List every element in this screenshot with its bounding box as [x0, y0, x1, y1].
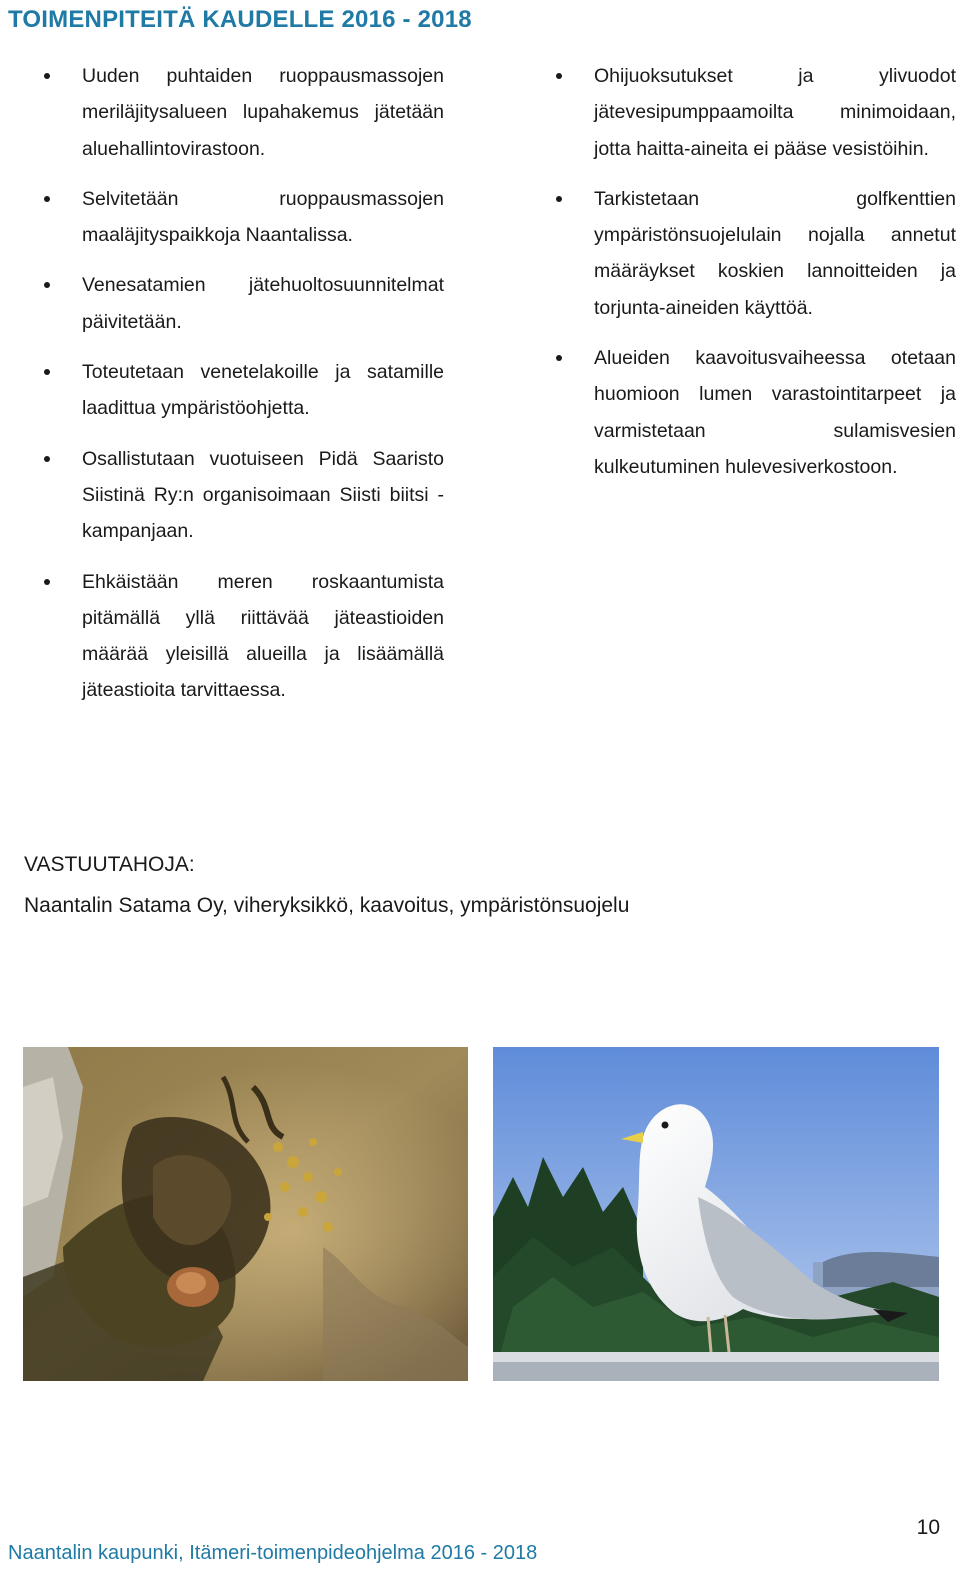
- footer-text: Naantalin kaupunki, Itämeri-toimenpideohjelma 2016 - 2018: [8, 1542, 538, 1564]
- bullet-icon: [556, 73, 562, 79]
- list-item: [40, 58, 444, 167]
- list-item: [552, 181, 956, 326]
- list-item: [552, 340, 956, 485]
- seaweed-photo: [23, 1047, 468, 1381]
- list-item-text: Toteutetaan venetelakoille ja satamille laadittua ympäristöohjetta.: [82, 361, 444, 420]
- list-item-text: Venesatamien jätehuoltosuunnitelmat päivitetään.: [82, 274, 444, 333]
- list-item-text: Tarkistetaan golfkenttien ympäristönsuojelulain nojalla annetut määräykset koskien lannoitteiden ja torjunta-aineiden käyttöä.: [594, 187, 956, 319]
- page-title: TOIMENPITEITÄ KAUDELLE 2016 - 2018: [8, 6, 472, 33]
- bullet-icon: [44, 456, 50, 462]
- bullet-icon: [44, 579, 50, 585]
- list-item-text: Ohijuoksutukset ja ylivuodot jätevesipumppaamoilta minimoidaan, jotta haitta-aineita ei pääse vesistöihin.: [594, 65, 956, 160]
- left-column: [40, 58, 444, 723]
- list-item-text: Alueiden kaavoitusvaiheessa otetaan huomioon lumen varastointitarpeet ja varmistetaan sulamisvesien kulkeutuminen hulevesiverkostoon.: [594, 347, 956, 478]
- list-item-text: Selvitetään ruoppausmassojen maaläjityspaikkoja Naantalissa.: [82, 187, 444, 247]
- bullet-icon: [556, 196, 562, 202]
- list-item: [40, 267, 444, 340]
- right-column: [552, 58, 956, 499]
- list-item: [40, 181, 444, 254]
- list-item-text: Osallistutaan vuotuiseen Pidä Saaristo Siistinä Ry:n organisoimaan Siisti biitsi -kampanjaan.: [82, 447, 444, 543]
- right-bullet-list: [552, 58, 956, 485]
- list-item: [40, 564, 444, 709]
- seaweed-photo-graphic: [23, 1047, 468, 1381]
- bullet-icon: [44, 73, 50, 79]
- list-item: [40, 441, 444, 550]
- responsibility-text: Naantalin Satama Oy, viheryksikkö, kaavoitus, ympäristönsuojelu: [24, 894, 630, 917]
- responsibility-heading: VASTUUTAHOJA:: [24, 853, 195, 876]
- seagull-photo-graphic: [493, 1047, 939, 1381]
- bullet-icon: [44, 282, 50, 288]
- page-number: 10: [916, 1516, 940, 1539]
- list-item-text: Ehkäistään meren roskaantumista pitämällä yllä riittävää jäteastioiden määrää yleisillä alueilla ja lisäämällä jäteastioita tarvittaessa.: [82, 570, 444, 702]
- left-bullet-list: [40, 58, 444, 709]
- list-item-text: Uuden puhtaiden ruoppausmassojen meriläjitysalueen lupahakemus jätetään aluehallintovirastoon.: [82, 65, 444, 160]
- bullet-icon: [44, 369, 50, 375]
- list-item: [40, 354, 444, 427]
- seagull-photo: [493, 1047, 939, 1381]
- list-item: [552, 58, 956, 167]
- bullet-icon: [44, 196, 50, 202]
- bullet-icon: [556, 355, 562, 361]
